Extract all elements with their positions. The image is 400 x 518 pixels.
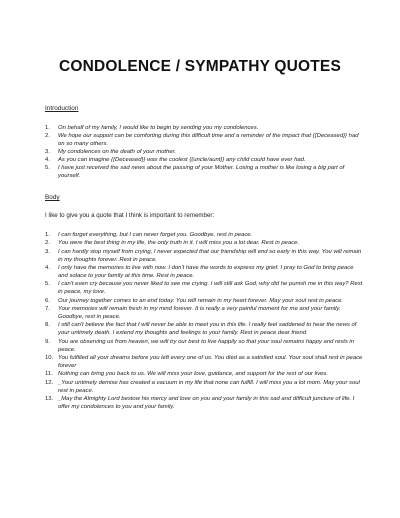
list-item bbox=[45, 156, 363, 164]
list-item bbox=[45, 148, 363, 156]
list-item-number: 12. bbox=[45, 379, 54, 386]
list-item-text: I only have the memories to live with now. I don't have the words to express my grief. I pray to God to bring peace and solace to your family at this time. Rest in peace. bbox=[58, 265, 354, 280]
list-item-number: 2. bbox=[45, 133, 50, 139]
list-item-number: 3. bbox=[45, 149, 50, 155]
list-item-number: 10. bbox=[45, 355, 54, 362]
list-item-text: I have just received the sad news about the passing of your Mother. Losing a mother is like losing a big part of yourself. bbox=[58, 165, 345, 179]
body-quote-list bbox=[45, 231, 363, 411]
list-item-text: You were the best thing in my life, the only truth in it. I will miss you a lot dear. Rest in peace. bbox=[58, 240, 300, 247]
introduction-list bbox=[45, 124, 363, 180]
list-item-number: 9. bbox=[45, 338, 50, 345]
list-item-number: 4. bbox=[45, 265, 50, 272]
list-item bbox=[45, 248, 363, 264]
list-item bbox=[45, 305, 363, 321]
list-item bbox=[45, 354, 363, 370]
list-item-text: You are observing us from heaven, we will try our best to live happily so that your soul remains happy and rests in peace. bbox=[58, 338, 354, 353]
list-item-number: 4. bbox=[45, 157, 50, 163]
list-item-text: My condolences on the death of your mother. bbox=[58, 149, 176, 155]
list-item bbox=[45, 338, 363, 354]
list-item bbox=[45, 164, 363, 180]
list-item-number: 1. bbox=[45, 232, 50, 238]
list-item-text: I still can't believe the fact that I will never be able to meet you in this life. I really feel saddened to hear the news of your untimely death. I extend my thoughts and feelings to your family. Rest in peace dear friend. bbox=[58, 322, 357, 337]
list-item bbox=[45, 370, 363, 378]
list-item-text: I can forget everything, but I can never forget you. Goodbye, rest in peace. bbox=[58, 232, 253, 238]
list-item-number: 3. bbox=[45, 248, 50, 255]
list-item bbox=[45, 132, 363, 148]
list-item bbox=[45, 379, 363, 395]
list-item bbox=[45, 297, 363, 305]
list-item bbox=[45, 280, 363, 296]
body-lead-text: I like to give you a quote that I think is important to remember: bbox=[45, 212, 215, 219]
list-item-text: Nothing can bring you back to us. We will miss your love, guidance, and support for the rest of our lives. bbox=[58, 371, 329, 378]
list-item-number: 1. bbox=[45, 125, 50, 131]
list-item-number: 6. bbox=[45, 297, 50, 304]
list-item-text: Our journey together comes to an end today. You will remain in my heart forever. May your soul rest in peace. bbox=[58, 297, 344, 304]
list-item-number: 7. bbox=[45, 306, 50, 313]
list-item-text: Your memories will remain fresh in my mind forever. It is really a very painful moment for me and your family. Goodbye, rest in peace. bbox=[58, 306, 341, 321]
list-item bbox=[45, 124, 363, 132]
list-item bbox=[45, 264, 363, 280]
list-item bbox=[45, 395, 363, 411]
list-item-text: I can't even cry because you never liked to see me crying. I will still ask God, why did he punish me in this way? Rest in peace, my love. bbox=[58, 281, 363, 296]
list-item-number: 5. bbox=[45, 165, 50, 171]
list-item-text: On behalf of my family, I would like to begin by sending you my condolences. bbox=[58, 125, 259, 131]
list-item bbox=[45, 231, 363, 239]
list-item-text: You fulfilled all your dreams before you left every one of us. You died as a satisfied soul. Your soul shall rest in peace forever bbox=[58, 355, 363, 370]
list-item-text: I can hardly stop myself from crying, I never expected that our friendship will end so early in this way. You will remain in my thoughts forever. Rest in peace. bbox=[58, 248, 362, 263]
list-item bbox=[45, 239, 363, 247]
document-title: CONDOLENCE / SYMPATHY QUOTES bbox=[58, 58, 342, 75]
list-item-text: We hope our support can be comforting during this difficult time and a reminder of the impact that {{Deceased}} had on so many others. bbox=[58, 133, 359, 147]
list-item-text: _May the Almighty Lord bestow his mercy and love on you and your family in this sad and difficult juncture of life. I offer my condolences to you and your family. bbox=[58, 396, 355, 411]
list-item-number: 11. bbox=[45, 371, 53, 378]
list-item-text: _Your untimely demise has created a vacuum in my life that none can fulfill. I will miss you a lot mom. May your soul rest in peace. bbox=[58, 379, 360, 394]
list-item-number: 5. bbox=[45, 281, 50, 288]
list-item-text: As you can imagine {{Deceased}} was the coolest {{uncle/aunt}} any child could have ever had. bbox=[58, 157, 306, 163]
list-item-number: 13. bbox=[45, 396, 54, 403]
body-heading: Body bbox=[45, 194, 60, 201]
list-item-number: 2. bbox=[45, 240, 50, 247]
list-item-number: 8. bbox=[45, 322, 50, 329]
list-item bbox=[45, 321, 363, 337]
introduction-heading: Introduction bbox=[45, 105, 79, 112]
